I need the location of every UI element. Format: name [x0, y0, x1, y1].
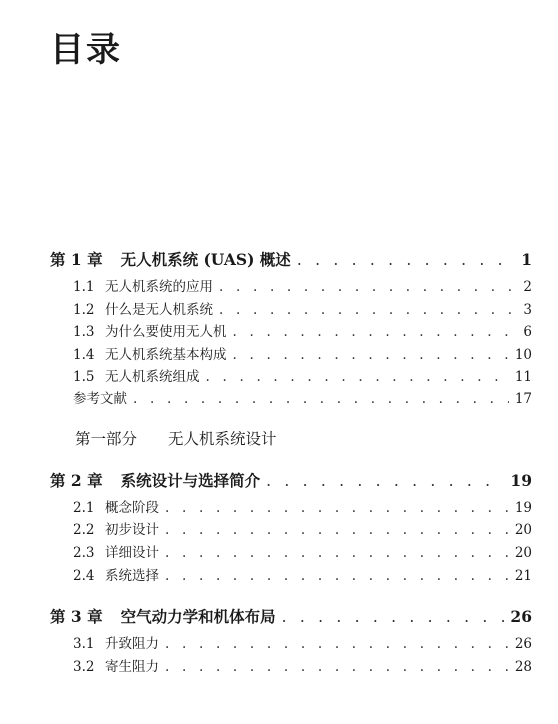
toc-section-2-2[interactable]: [73, 518, 532, 538]
dot-leader: [165, 568, 509, 584]
section-number: 1.5: [73, 369, 95, 385]
section-title: 系统选择: [105, 568, 159, 584]
section-title: 无人机系统的应用: [105, 279, 213, 295]
page-number: 17: [514, 391, 532, 407]
section-number: 3.1: [73, 636, 95, 652]
dot-leader: [266, 472, 504, 490]
section-number: 1.1: [73, 279, 95, 295]
page-number: 6: [523, 324, 532, 340]
part-title: 无人机系统设计: [167, 430, 277, 448]
dot-leader: [206, 369, 509, 385]
dot-leader: [297, 251, 512, 269]
toc-chapter-1[interactable]: [50, 248, 532, 270]
page-number: 21: [514, 568, 532, 584]
section-title: 初步设计: [105, 522, 159, 538]
section-number: 2.4: [73, 568, 95, 584]
part-label: 第一部分: [75, 430, 138, 448]
section-number: 2.3: [73, 545, 95, 561]
page-number: 1: [521, 250, 532, 269]
toc-section-1-4[interactable]: [73, 343, 532, 363]
section-title: 详细设计: [105, 545, 159, 561]
page-number: 3: [523, 302, 532, 318]
toc-section-2-4[interactable]: [73, 564, 532, 584]
dot-leader: [165, 500, 509, 516]
toc-section-1-5[interactable]: [73, 365, 532, 385]
page-number: 26: [514, 636, 532, 652]
toc-section-1-2[interactable]: [73, 298, 532, 318]
section-number: 1.3: [73, 324, 95, 340]
chapter-title: 系统设计与选择简介: [120, 471, 261, 490]
section-number: 3.2: [73, 659, 95, 675]
toc-section-3-1[interactable]: [73, 632, 532, 652]
section-number: 1.2: [73, 302, 95, 318]
chapter-title: 无人机系统 (UAS) 概述: [120, 250, 291, 269]
dot-leader: [133, 391, 509, 407]
section-title: 无人机系统基本构成: [105, 347, 227, 363]
toc-section-1-1[interactable]: [73, 275, 532, 295]
section-title: 升致阻力: [105, 636, 159, 652]
toc-section-3-2[interactable]: [73, 655, 532, 675]
section-title: 寄生阻力: [105, 659, 159, 675]
toc-chapter-2[interactable]: [50, 469, 532, 491]
page-number: 11: [514, 369, 532, 385]
section-number: 2.2: [73, 522, 95, 538]
dot-leader: [233, 324, 513, 340]
dot-leader: [165, 659, 509, 675]
section-title: 参考文献: [73, 391, 127, 407]
section-title: 什么是无人机系统: [105, 302, 213, 318]
page-number: 19: [514, 500, 532, 516]
page-number: 28: [514, 659, 532, 675]
dot-leader: [219, 302, 512, 318]
page-number: 20: [514, 522, 532, 538]
toc-section-2-3[interactable]: [73, 541, 532, 561]
toc-references-1[interactable]: [73, 387, 532, 407]
chapter-number: 第 3 章: [50, 607, 103, 626]
toc-section-1-3[interactable]: [73, 320, 532, 340]
chapter-number: 第 2 章: [50, 471, 103, 490]
dot-leader: [165, 545, 509, 561]
part-heading[interactable]: [75, 427, 276, 449]
toc-section-2-1[interactable]: [73, 496, 532, 516]
section-title: 为什么要使用无人机: [105, 324, 227, 340]
dot-leader: [165, 522, 509, 538]
section-number: 1.4: [73, 347, 95, 363]
section-title: 无人机系统组成: [105, 369, 200, 385]
page-number: 19: [510, 471, 532, 490]
chapter-title: 空气动力学和机体布局: [120, 607, 276, 626]
dot-leader: [219, 279, 512, 295]
chapter-number: 第 1 章: [50, 250, 103, 269]
section-title: 概念阶段: [105, 500, 159, 516]
dot-leader: [282, 608, 505, 626]
page-title: 目录: [50, 30, 122, 70]
section-number: 2.1: [73, 500, 95, 516]
toc-chapter-3[interactable]: [50, 605, 532, 627]
dot-leader: [233, 347, 509, 363]
page-number: 2: [523, 279, 532, 295]
dot-leader: [165, 636, 509, 652]
page-number: 10: [514, 347, 532, 363]
page-number: 26: [510, 607, 532, 626]
page-number: 20: [514, 545, 532, 561]
